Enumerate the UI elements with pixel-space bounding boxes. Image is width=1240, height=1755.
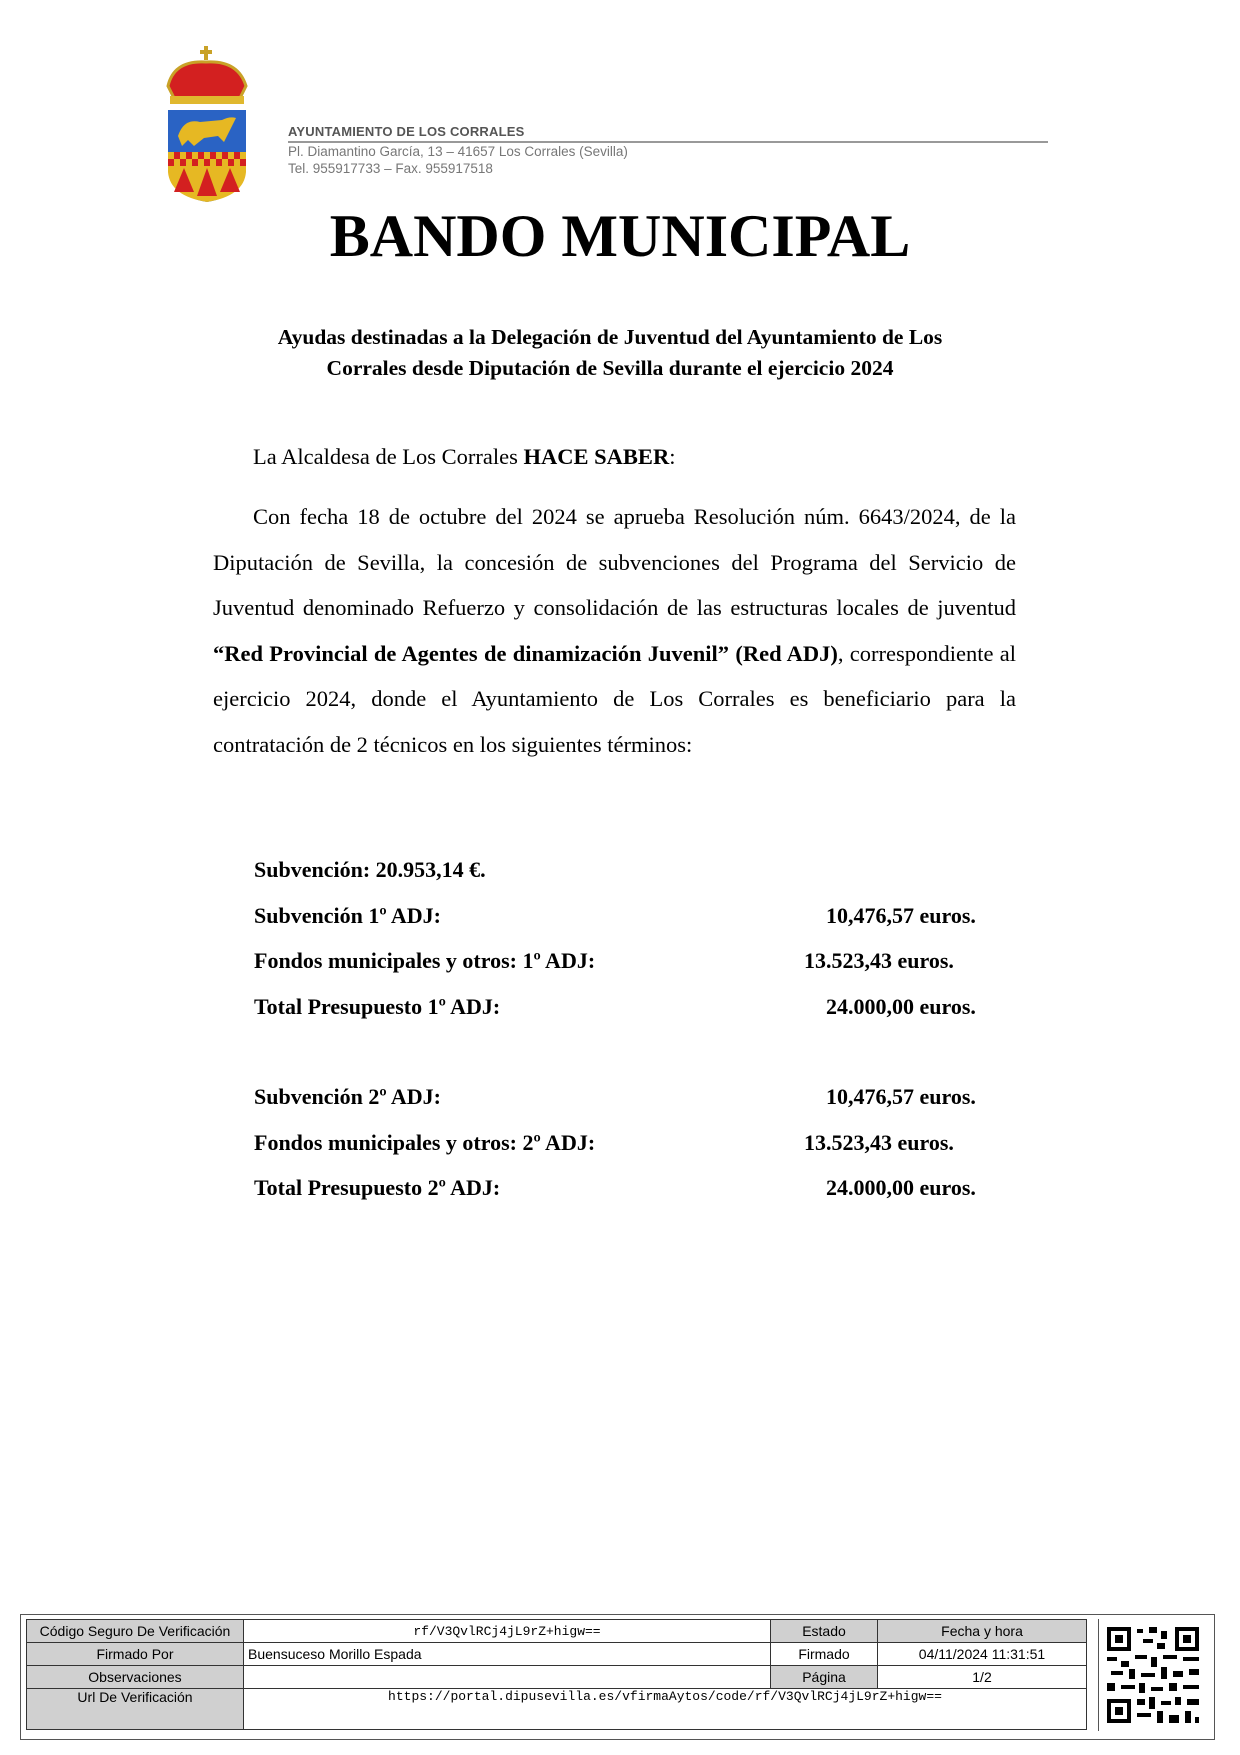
pagina-value: 1/2	[878, 1666, 1087, 1689]
total-subvencion-label: Subvención: 20.953,14 €.	[254, 857, 486, 882]
org-name: AYUNTAMIENTO DE LOS CORRALES	[288, 124, 1048, 143]
observaciones-label: Observaciones	[27, 1666, 244, 1689]
observaciones-value	[244, 1666, 771, 1689]
amount-row	[254, 984, 1014, 1030]
intro-text: La Alcaldesa de Los Corrales	[253, 444, 524, 469]
url-label: Url De Verificación	[27, 1689, 244, 1730]
intro-colon: :	[669, 444, 676, 469]
amount-value: 24.000,00 euros.	[826, 1175, 976, 1200]
amount-label: Subvención 1º ADJ:	[254, 902, 441, 928]
org-phone: Tel. 955917733 – Fax. 955917518	[288, 161, 493, 176]
signature-table	[26, 1619, 1087, 1730]
amounts-group-2	[254, 1074, 1014, 1211]
amount-row	[254, 893, 1014, 939]
fecha-value: 04/11/2024 11:31:51	[878, 1643, 1087, 1666]
amount-value: 13.523,43 euros.	[804, 1129, 954, 1155]
letterhead	[288, 124, 1048, 177]
subtitle	[180, 322, 1040, 384]
firmado-por-value: Buensuceso Morillo Espada	[244, 1643, 771, 1666]
org-address: Pl. Diamantino García, 13 – 41657 Los Corrales (Sevilla)	[288, 144, 628, 159]
pagina-label: Página	[771, 1666, 878, 1689]
amount-label: Total Presupuesto 2º ADJ:	[254, 1175, 501, 1200]
amount-value: 10,476,57 euros.	[826, 902, 976, 928]
amount-label: Fondos municipales y otros: 1º ADJ:	[254, 948, 596, 973]
intro-paragraph	[213, 434, 1016, 480]
body-bold: “Red Provincial de Agentes de dinamización Juvenil” (Red ADJ)	[213, 640, 838, 666]
amount-label: Total Presupuesto 1º ADJ:	[254, 993, 501, 1019]
signature-box	[20, 1614, 1215, 1740]
csv-label: Código Seguro De Verificación	[27, 1620, 244, 1643]
amount-row	[254, 938, 1014, 984]
body-text-2: , correspondiente al ejercicio 2024, donde el Ayuntamiento de Los Corrales es beneficiario para la contratación de 2 técnicos en los siguientes términos:	[213, 640, 1016, 757]
body-text-1: Con fecha 18 de octubre del 2024 se aprueba Resolución núm. 6643/2024, de la Diputación de Sevilla, la concesión de subvenciones del Programa del Servicio de Juventud denominado Refuerzo y consolidación de las estructuras locales de juventud	[213, 504, 1016, 620]
amount-label: Subvención 2º ADJ:	[254, 1084, 441, 1109]
qr-code-icon	[1098, 1619, 1205, 1731]
subtitle-line-2: Corrales desde Diputación de Sevilla durante el ejercicio 2024	[326, 356, 894, 380]
amount-value: 10,476,57 euros.	[826, 1084, 976, 1109]
amount-value: 24.000,00 euros.	[826, 993, 976, 1019]
intro-bold: HACE SABER	[523, 444, 670, 469]
csv-value: rf/V3QvlRCj4jL9rZ+higw==	[244, 1620, 771, 1643]
body-paragraph	[213, 494, 1016, 767]
page-title: BANDO MUNICIPAL	[329, 203, 911, 269]
amount-label: Fondos municipales y otros: 2º ADJ:	[254, 1129, 596, 1155]
estado-label: Estado	[771, 1620, 878, 1643]
amount-row	[254, 1074, 1014, 1120]
total-subvencion	[254, 847, 1014, 893]
amount-value: 13.523,43 euros.	[804, 948, 954, 973]
firmado-por-label: Firmado Por	[27, 1643, 244, 1666]
amount-row	[254, 1120, 1014, 1166]
amount-row	[254, 1165, 1014, 1211]
estado-value: Firmado	[771, 1643, 878, 1666]
fecha-label: Fecha y hora	[878, 1620, 1087, 1643]
amounts-group-1	[254, 847, 1014, 1029]
url-value[interactable]: https://portal.dipusevilla.es/vfirmaAytos/code/rf/V3QvlRCj4jL9rZ+higw==	[244, 1689, 1087, 1730]
coat-of-arms-icon	[164, 46, 250, 204]
subtitle-line-1: Ayudas destinadas a la Delegación de Juventud del Ayuntamiento de Los	[277, 325, 943, 349]
